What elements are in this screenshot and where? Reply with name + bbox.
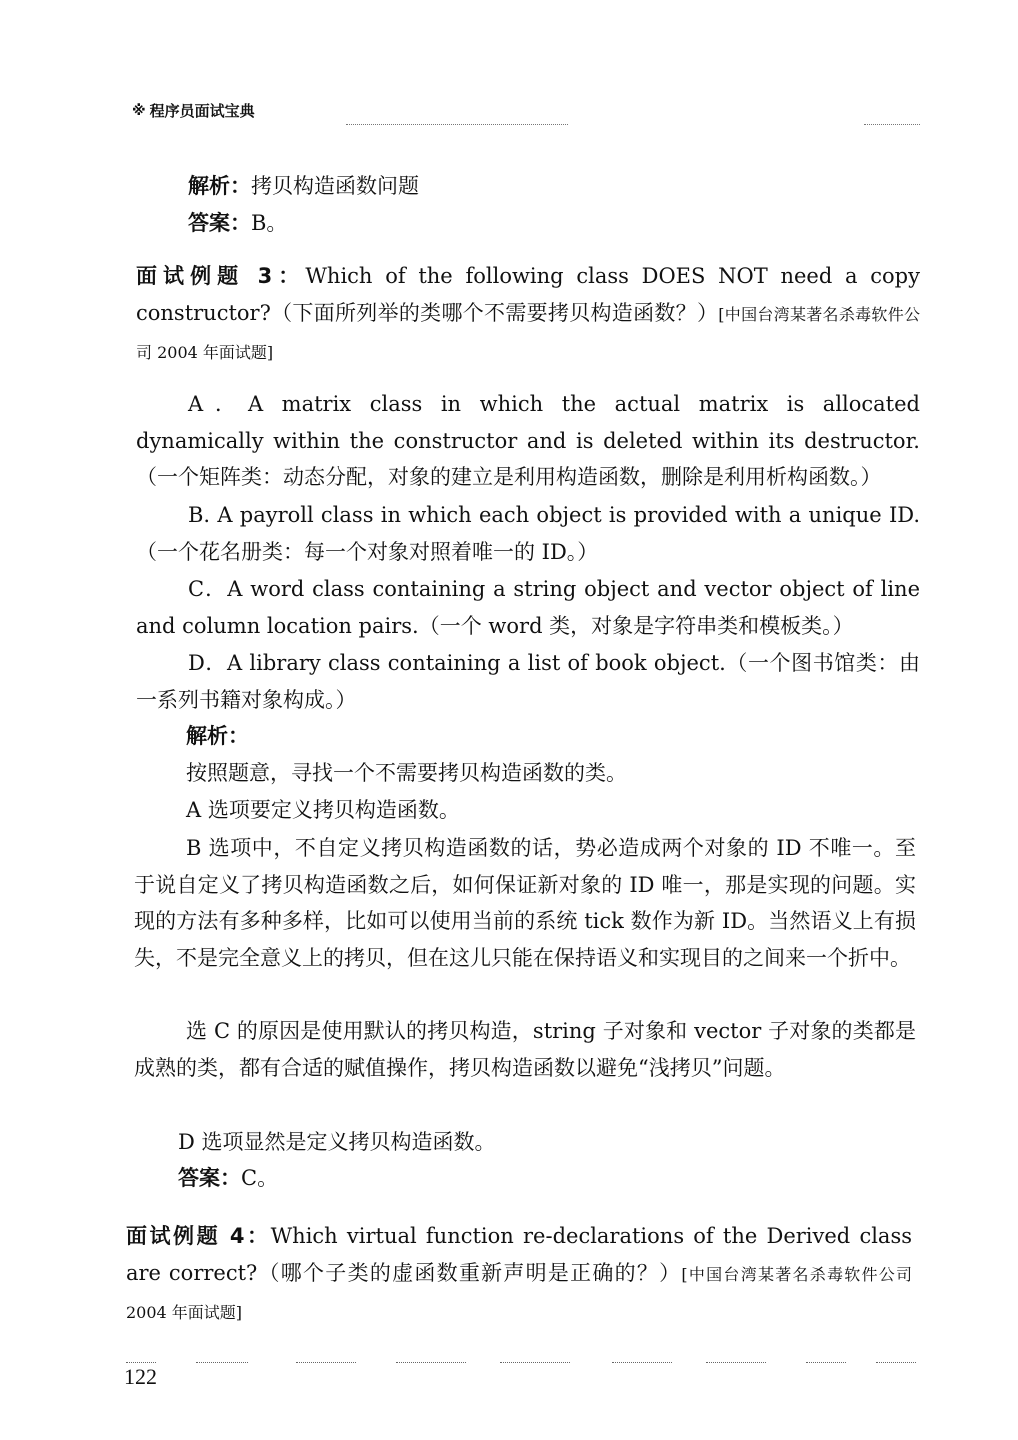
footer-rule-2	[196, 1362, 248, 1363]
q3-analysis-1: 按照题意，寻找一个不需要拷贝构造函数的类。	[186, 761, 627, 785]
q4-heading: 面试例题 4：Which virtual function re-declarations of the Derived class are correct?（哪个子类的虚函数重新声明是正确的？）[中国台湾某著名杀毒软件公司 2004 年面试题]	[126, 1224, 912, 1322]
q3-answer: 答案：C。	[178, 1166, 279, 1190]
running-header	[132, 100, 255, 121]
q4-source: [中国台湾某著名杀毒软件公司 2004 年面试题]	[126, 1264, 912, 1322]
header-rule-2	[864, 124, 920, 125]
q3-option-a: A．A matrix class in which the actual matrix is allocated dynamically within the constructor and is deleted within its destructor.（一个矩阵类：动态分配，对象的建立是利用构造函数，删除是利用析构函数。）	[136, 392, 920, 489]
footer-rule-4	[396, 1362, 466, 1363]
q2-analysis: 解析：拷贝构造函数问题	[188, 174, 419, 198]
q3-source: [中国台湾某著名杀毒软件公司 2004 年面试题]	[136, 304, 920, 362]
book-title: 程序员面试宝典	[149, 102, 255, 120]
q3-analysis-label: 解析：	[186, 724, 249, 748]
footer-rule-1	[126, 1362, 156, 1363]
q3-analysis-2: A 选项要定义拷贝构造函数。	[186, 798, 460, 822]
footer-rule-7	[706, 1362, 766, 1363]
header-rule-1	[346, 124, 568, 125]
page-number: 122	[124, 1364, 157, 1389]
q3-option-d: D．A library class containing a list of book object.（一个图书馆类：由一系列书籍对象构成。）	[136, 651, 920, 712]
q3-analysis-4: 选 C 的原因是使用默认的拷贝构造，string 子对象和 vector 子对象的类都是成熟的类，都有合适的赋值操作，拷贝构造函数以避免“浅拷贝”问题。	[134, 1019, 916, 1080]
footer-rule-6	[612, 1362, 672, 1363]
footer-rule-8	[806, 1362, 846, 1363]
header-ornament-icon: ※	[132, 102, 146, 119]
q3-analysis-3: B 选项中，不自定义拷贝构造函数的话，势必造成两个对象的 ID 不唯一。至于说自定义了拷贝构造函数之后，如何保证新对象的 ID 唯一，那是实现的问题。实现的方法有多种多样，比如可以使用当前的系统 tick 数作为新 ID。当然语义上有损失，不是完全意义上的拷贝，但在这儿只能在保持语义和实现目的之间来一个折中。	[134, 836, 916, 970]
footer-rule-3	[296, 1362, 356, 1363]
q3-heading: 面试例题 3：Which of the following class DOES NOT need a copy constructor?（下面所列举的类哪个不需要拷贝构造函数？）[中国台湾某著名杀毒软件公司 2004 年面试题]	[136, 264, 920, 362]
q2-answer: 答案：B。	[188, 211, 288, 235]
q3-analysis-5: D 选项显然是定义拷贝构造函数。	[178, 1130, 496, 1154]
footer-rule-9	[876, 1362, 916, 1363]
q3-option-b: B. A payroll class in which each object is provided with a unique ID.（一个花名册类：每一个对象对照着唯一的 ID。）	[136, 503, 920, 564]
footer-rule-5	[500, 1362, 570, 1363]
q3-option-c: C．A word class containing a string object and vector object of line and column location pairs.（一个 word 类，对象是字符串类和模板类。）	[136, 577, 920, 638]
